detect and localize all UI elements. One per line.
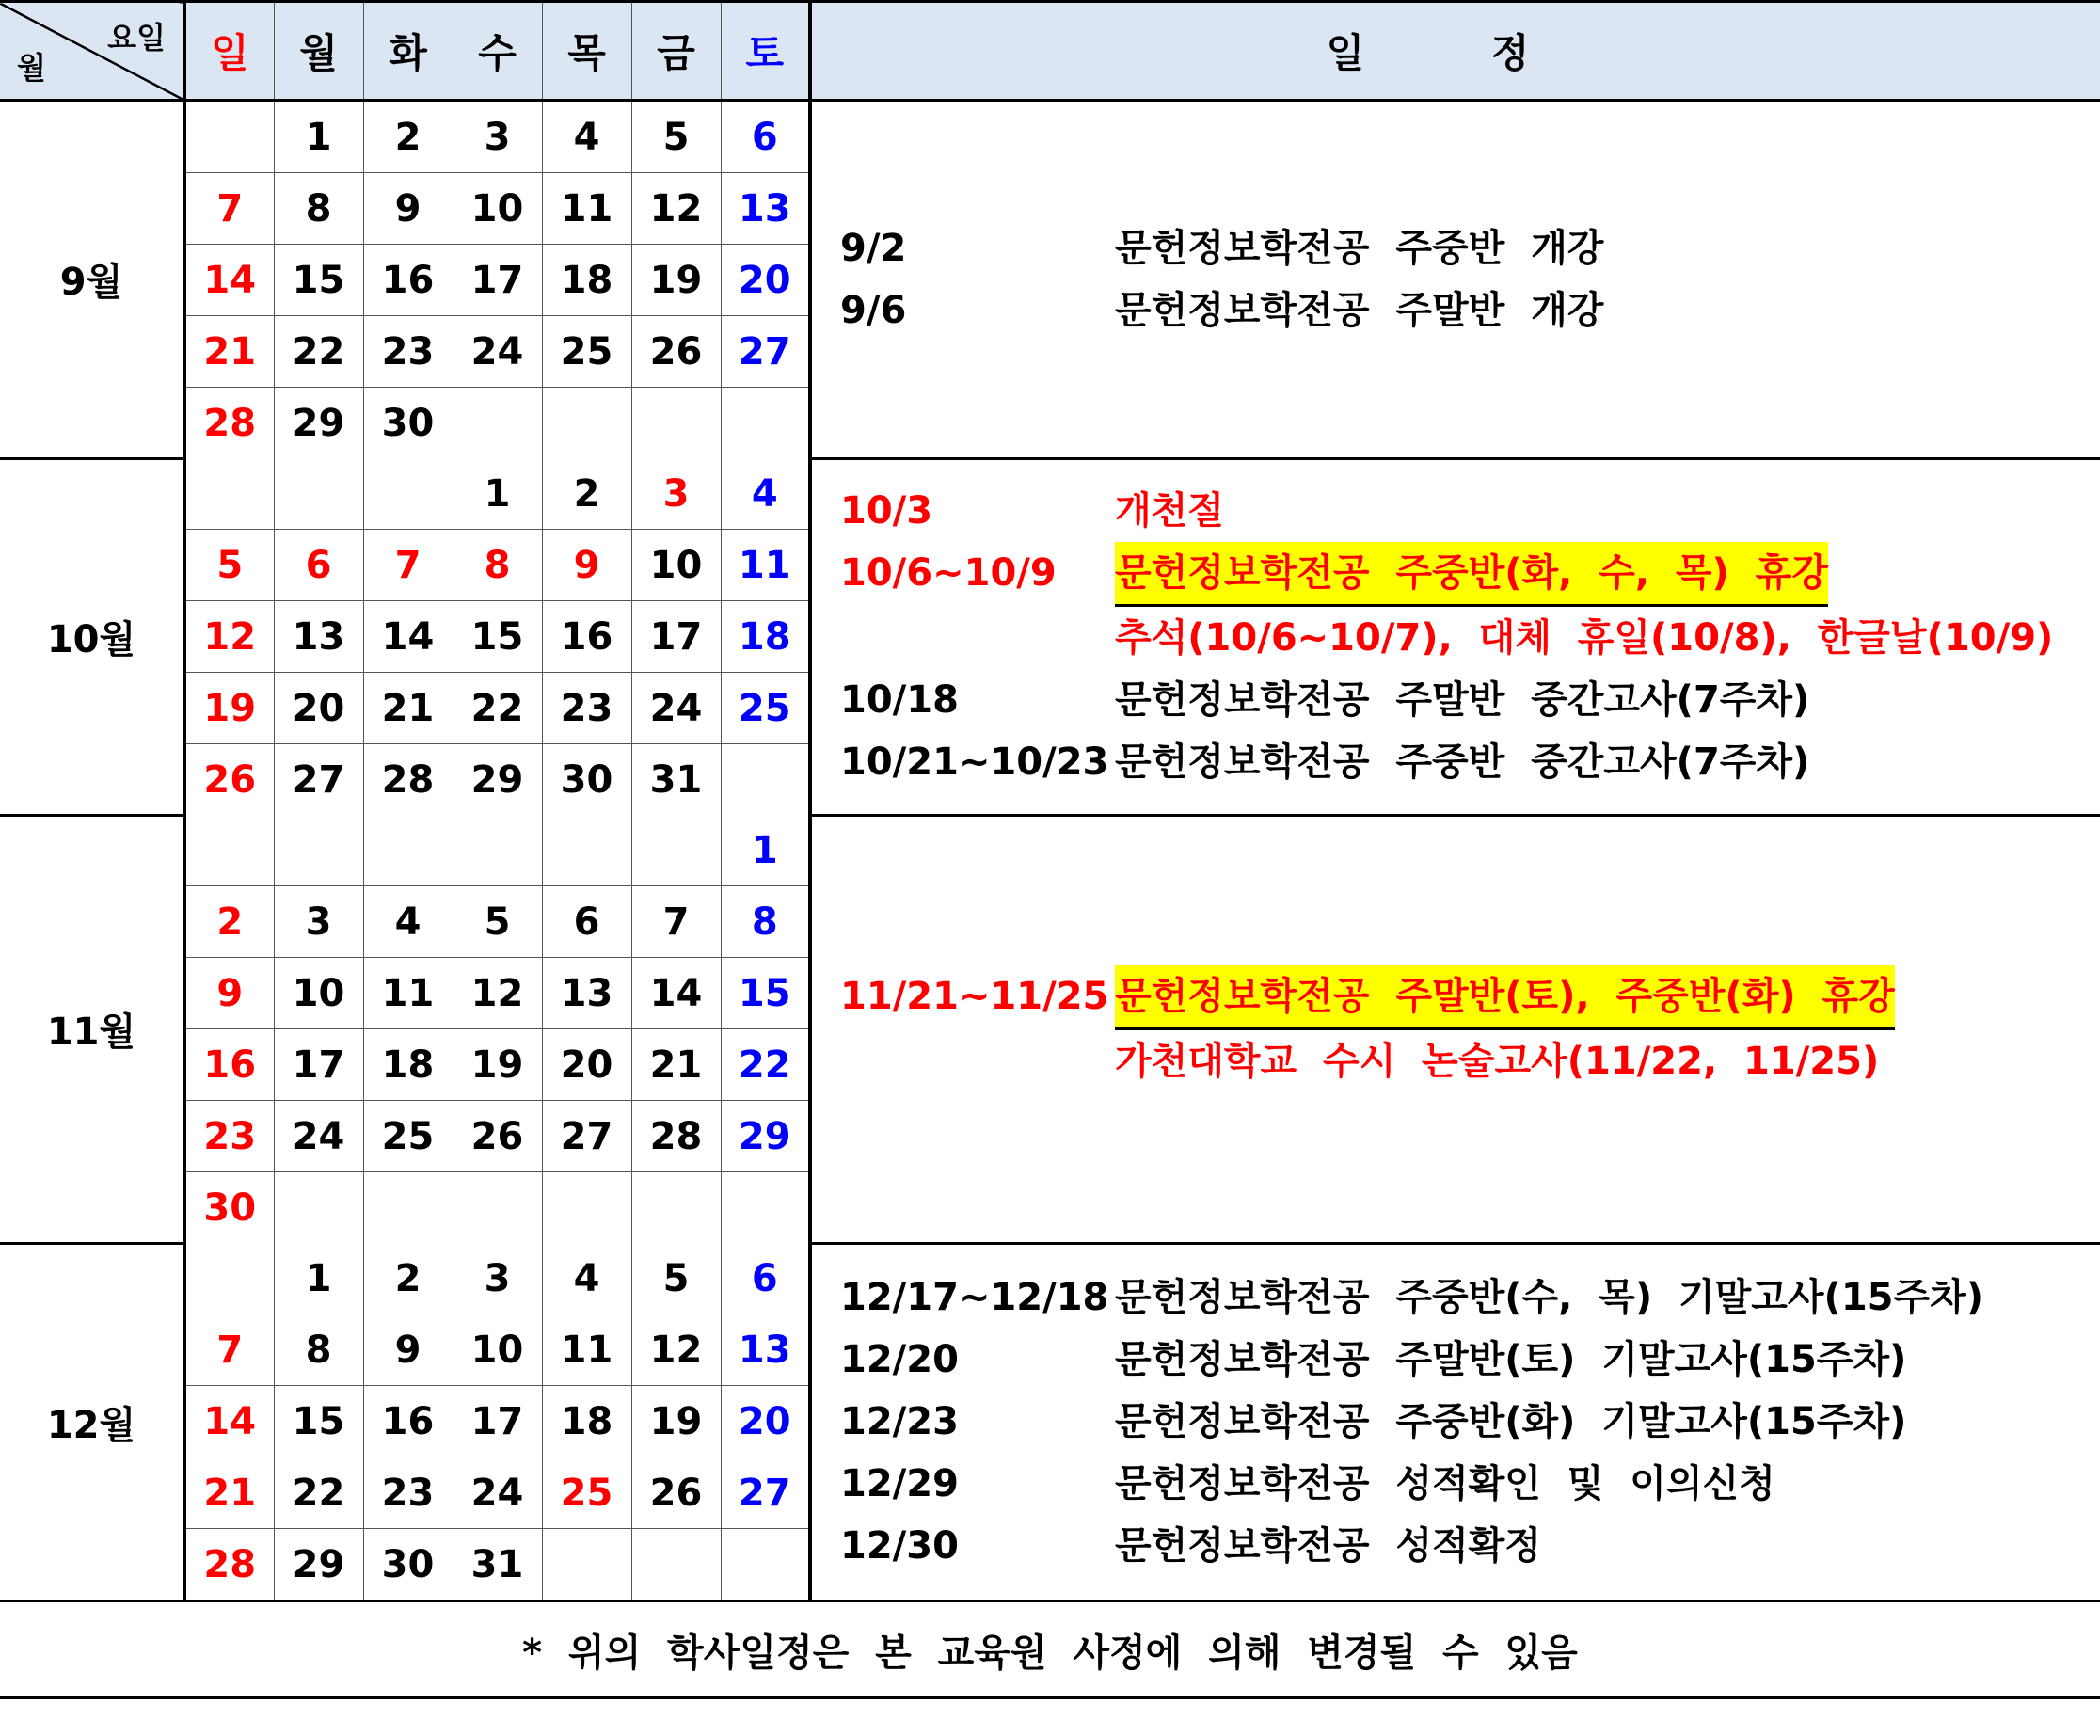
- event-text: 가천대학교 수시 논술고사(11/22, 11/25): [1115, 1040, 1880, 1083]
- day-cell: 8: [721, 886, 810, 958]
- day-cell: 14: [631, 958, 721, 1029]
- event-text: 문헌정보학전공 성적확정: [1115, 1524, 1541, 1569]
- day-cell: 12: [184, 601, 274, 673]
- day-header-fri: 금: [631, 2, 721, 101]
- dow-label: 요일: [107, 20, 166, 56]
- day-cell: 25: [363, 1101, 453, 1172]
- event-text: 문헌정보학전공 주중반(화) 기말고사(15주차): [1115, 1400, 1907, 1444]
- schedule-event: [812, 669, 2100, 731]
- schedule-event: [812, 1453, 2100, 1515]
- day-cell: 29: [453, 744, 542, 816]
- day-cell: 11: [363, 958, 453, 1029]
- day-cell: 30: [363, 388, 453, 459]
- schedule-event: [812, 731, 2100, 793]
- day-cell: 7: [363, 530, 453, 601]
- day-cell: 11: [721, 530, 810, 601]
- day-cell: [542, 388, 631, 459]
- day-cell: 19: [631, 1386, 721, 1457]
- event-text: 문헌정보학전공 주중반(수, 목) 기말고사(15주차): [1115, 1276, 1984, 1320]
- header-row: [0, 2, 2100, 101]
- day-cell: [721, 744, 810, 816]
- day-cell: 16: [542, 601, 631, 673]
- day-cell: 31: [631, 744, 721, 816]
- day-cell: 30: [184, 1172, 274, 1244]
- day-cell: 23: [184, 1101, 274, 1172]
- day-cell: [274, 458, 363, 530]
- day-cell: 1: [274, 101, 363, 173]
- schedule-event: [812, 1329, 2100, 1391]
- event-date: 12/30: [840, 1524, 959, 1569]
- day-cell: 21: [631, 1029, 721, 1101]
- day-cell: [363, 458, 453, 530]
- day-cell: 30: [363, 1529, 453, 1601]
- day-cell: 7: [184, 173, 274, 245]
- day-cell: 6: [542, 886, 631, 958]
- day-cell: 24: [274, 1101, 363, 1172]
- day-cell: [721, 1529, 810, 1601]
- day-cell: [453, 1172, 542, 1244]
- event-date: [812, 1030, 1115, 1092]
- event-date: 12/29: [840, 1462, 959, 1506]
- event-text: 문헌정보학전공 주말반 중간고사(7주차): [1115, 678, 1810, 722]
- week-row: [0, 458, 2100, 530]
- week-row: [0, 101, 2100, 173]
- day-cell: [274, 815, 363, 886]
- day-cell: [184, 815, 274, 886]
- schedule-cell: [810, 458, 2100, 815]
- day-cell: 12: [631, 1314, 721, 1386]
- day-cell: [542, 1172, 631, 1244]
- day-cell: 13: [542, 958, 631, 1029]
- day-header-thu: 목: [542, 2, 631, 101]
- day-cell: 2: [184, 886, 274, 958]
- event-text: 문헌정보학전공 주중반(화, 수, 목) 휴강: [1115, 542, 1828, 607]
- day-cell: 13: [721, 173, 810, 245]
- day-cell: 4: [363, 886, 453, 958]
- day-cell: 27: [274, 744, 363, 816]
- day-cell: 8: [274, 1314, 363, 1386]
- day-cell: 1: [274, 1243, 363, 1314]
- day-cell: 31: [453, 1529, 542, 1601]
- day-cell: 10: [631, 530, 721, 601]
- event-date: [812, 607, 1115, 669]
- day-cell: [721, 388, 810, 459]
- day-cell: 29: [274, 1529, 363, 1601]
- day-cell: 2: [363, 101, 453, 173]
- week-row: [0, 1243, 2100, 1314]
- day-cell: 24: [631, 673, 721, 744]
- schedule-event: [812, 279, 2100, 342]
- day-cell: 13: [274, 601, 363, 673]
- day-cell: 8: [453, 530, 542, 601]
- day-cell: 21: [363, 673, 453, 744]
- day-cell: 4: [542, 101, 631, 173]
- day-cell: 9: [542, 530, 631, 601]
- day-cell: 25: [542, 316, 631, 388]
- day-cell: 18: [542, 1386, 631, 1457]
- week-row: [0, 815, 2100, 886]
- event-date: 9/2: [840, 226, 907, 270]
- event-date: 10/6~10/9: [840, 551, 1057, 595]
- day-cell: 21: [184, 316, 274, 388]
- day-cell: 8: [274, 173, 363, 245]
- day-cell: 18: [363, 1029, 453, 1101]
- day-cell: 15: [274, 1386, 363, 1457]
- day-cell: 22: [453, 673, 542, 744]
- day-cell: 24: [453, 316, 542, 388]
- day-cell: 25: [542, 1457, 631, 1529]
- schedule-cell: [810, 101, 2100, 459]
- day-cell: 22: [721, 1029, 810, 1101]
- day-header-tue: 화: [363, 2, 453, 101]
- day-cell: 7: [631, 886, 721, 958]
- month-dow-corner-cell: [0, 2, 184, 101]
- day-cell: 1: [453, 458, 542, 530]
- month-label-11: 11월: [0, 815, 184, 1243]
- day-cell: 14: [184, 245, 274, 316]
- schedule-event: [812, 1266, 2100, 1329]
- day-cell: 15: [274, 245, 363, 316]
- day-cell: 5: [631, 1243, 721, 1314]
- schedule-cell: [810, 1243, 2100, 1601]
- event-text: 문헌정보학전공 주중반 중간고사(7주차): [1115, 741, 1810, 784]
- event-date: 11/21~11/25: [840, 975, 1109, 1018]
- day-cell: 18: [721, 601, 810, 673]
- day-cell: 9: [363, 1314, 453, 1386]
- day-cell: 5: [631, 101, 721, 173]
- day-cell: [631, 815, 721, 886]
- day-cell: 20: [542, 1029, 631, 1101]
- event-date: 12/23: [840, 1400, 959, 1444]
- day-cell: 5: [453, 886, 542, 958]
- day-cell: 26: [631, 1457, 721, 1529]
- day-cell: 22: [274, 316, 363, 388]
- day-cell: 28: [184, 388, 274, 459]
- day-cell: [363, 1172, 453, 1244]
- month-label-9: 9월: [0, 101, 184, 459]
- day-cell: 7: [184, 1314, 274, 1386]
- schedule-event: [812, 480, 2100, 542]
- day-cell: 23: [542, 673, 631, 744]
- footer-note: * 위의 학사일정은 본 교육원 사정에 의해 변경될 수 있음: [0, 1601, 2100, 1698]
- day-cell: 15: [453, 601, 542, 673]
- day-cell: 11: [542, 173, 631, 245]
- day-cell: 12: [453, 958, 542, 1029]
- day-cell: [542, 815, 631, 886]
- day-cell: 27: [721, 316, 810, 388]
- day-cell: 4: [542, 1243, 631, 1314]
- day-cell: 10: [453, 173, 542, 245]
- day-cell: 24: [453, 1457, 542, 1529]
- day-cell: 2: [542, 458, 631, 530]
- schedule-event: [812, 217, 2100, 279]
- day-cell: 19: [184, 673, 274, 744]
- event-date: 12/17~12/18: [840, 1276, 1109, 1320]
- month-label: 월: [17, 50, 46, 86]
- schedule-cell: [810, 815, 2100, 1243]
- day-cell: 16: [184, 1029, 274, 1101]
- day-cell: 23: [363, 316, 453, 388]
- day-cell: [453, 815, 542, 886]
- day-cell: 30: [542, 744, 631, 816]
- day-cell: 9: [363, 173, 453, 245]
- day-cell: 20: [721, 1386, 810, 1457]
- day-cell: 3: [274, 886, 363, 958]
- event-text: 문헌정보학전공 성적확인 및 이의신청: [1115, 1462, 1775, 1506]
- day-cell: 26: [184, 744, 274, 816]
- event-date: 12/20: [840, 1338, 959, 1382]
- day-cell: 23: [363, 1457, 453, 1529]
- day-header-mon: 월: [274, 2, 363, 101]
- schedule-event: [812, 542, 2100, 607]
- day-cell: 28: [184, 1529, 274, 1601]
- event-text: 문헌정보학전공 주말반(토), 주중반(화) 휴강: [1115, 965, 1895, 1030]
- day-cell: [631, 1529, 721, 1601]
- day-cell: 17: [274, 1029, 363, 1101]
- day-cell: 22: [274, 1457, 363, 1529]
- month-label-10: 10월: [0, 458, 184, 815]
- day-cell: 27: [542, 1101, 631, 1172]
- schedule-event: [812, 1030, 2100, 1092]
- day-cell: 19: [631, 245, 721, 316]
- day-cell: 20: [274, 673, 363, 744]
- month-label-12: 12월: [0, 1243, 184, 1601]
- day-cell: 25: [721, 673, 810, 744]
- day-cell: 6: [721, 101, 810, 173]
- event-text: 추석(10/6~10/7), 대체 휴일(10/8), 한글날(10/9): [1115, 616, 2054, 660]
- day-cell: [184, 1243, 274, 1314]
- day-cell: 26: [453, 1101, 542, 1172]
- day-cell: [274, 1172, 363, 1244]
- day-cell: [184, 458, 274, 530]
- day-cell: 3: [453, 1243, 542, 1314]
- day-header-sun: 일: [184, 2, 274, 101]
- day-cell: 26: [631, 316, 721, 388]
- day-header-sat: 토: [721, 2, 810, 101]
- day-cell: 29: [274, 388, 363, 459]
- day-cell: 3: [631, 458, 721, 530]
- day-cell: 21: [184, 1457, 274, 1529]
- schedule-header: 일 정: [810, 2, 2100, 101]
- schedule-event: [812, 1391, 2100, 1453]
- day-cell: 6: [721, 1243, 810, 1314]
- day-cell: 15: [721, 958, 810, 1029]
- day-cell: 16: [363, 245, 453, 316]
- day-cell: 17: [453, 1386, 542, 1457]
- event-date: 10/18: [840, 678, 959, 722]
- day-cell: 14: [184, 1386, 274, 1457]
- day-cell: 12: [631, 173, 721, 245]
- event-date: 10/21~10/23: [840, 741, 1109, 784]
- day-cell: 3: [453, 101, 542, 173]
- day-cell: 17: [631, 601, 721, 673]
- event-date: 10/3: [840, 489, 933, 533]
- day-cell: 28: [631, 1101, 721, 1172]
- day-cell: 16: [363, 1386, 453, 1457]
- footer-row: [0, 1601, 2100, 1698]
- schedule-event: [812, 965, 2100, 1030]
- event-text: 문헌정보학전공 주말반(토) 기말고사(15주차): [1115, 1338, 1907, 1382]
- day-cell: 18: [542, 245, 631, 316]
- day-cell: 10: [274, 958, 363, 1029]
- day-cell: 6: [274, 530, 363, 601]
- day-cell: 10: [453, 1314, 542, 1386]
- day-cell: 11: [542, 1314, 631, 1386]
- day-cell: 29: [721, 1101, 810, 1172]
- day-cell: [542, 1529, 631, 1601]
- day-cell: [631, 388, 721, 459]
- day-cell: [631, 1172, 721, 1244]
- day-cell: 2: [363, 1243, 453, 1314]
- day-cell: [721, 1172, 810, 1244]
- day-cell: [453, 388, 542, 459]
- schedule-event: [812, 607, 2100, 669]
- day-cell: 4: [721, 458, 810, 530]
- day-header-wed: 수: [453, 2, 542, 101]
- event-text: 개천절: [1115, 489, 1224, 533]
- day-cell: 19: [453, 1029, 542, 1101]
- day-cell: [184, 101, 274, 173]
- day-cell: 20: [721, 245, 810, 316]
- day-cell: 27: [721, 1457, 810, 1529]
- day-cell: 17: [453, 245, 542, 316]
- event-text: 문헌정보학전공 주중반 개강: [1115, 226, 1604, 270]
- day-cell: 5: [184, 530, 274, 601]
- day-cell: 1: [721, 815, 810, 886]
- event-date: 9/6: [840, 288, 907, 332]
- day-cell: 13: [721, 1314, 810, 1386]
- schedule-event: [812, 1515, 2100, 1577]
- day-cell: [363, 815, 453, 886]
- day-cell: 28: [363, 744, 453, 816]
- day-cell: 14: [363, 601, 453, 673]
- day-cell: 9: [184, 958, 274, 1029]
- event-text: 문헌정보학전공 주말반 개강: [1115, 288, 1604, 332]
